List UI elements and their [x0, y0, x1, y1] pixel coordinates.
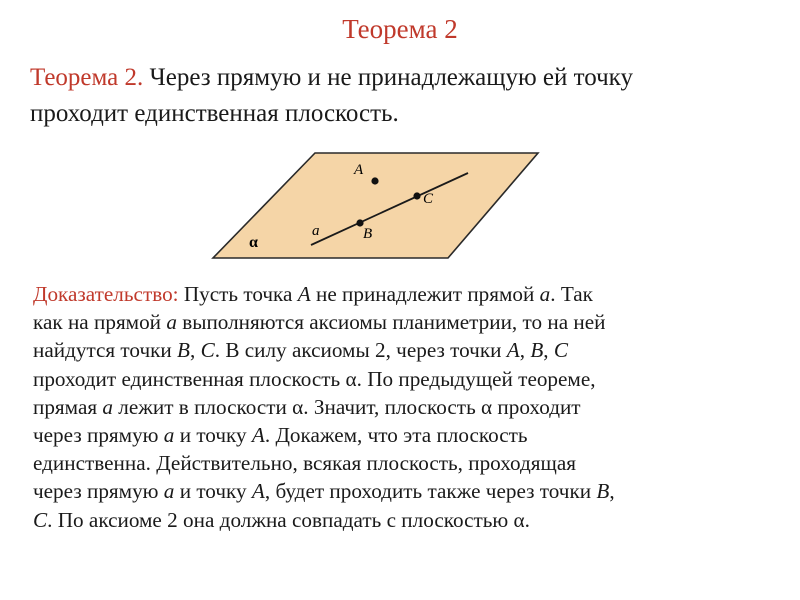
proof-text-span: выполняются аксиомы планиметрии, то на ней: [176, 310, 606, 335]
proof-var: C: [33, 507, 48, 532]
proof-label: Доказательство:: [33, 282, 179, 306]
proof-text-span: . Так: [550, 282, 593, 306]
proof-text-span: Пусть точка: [178, 282, 298, 306]
label-plane-alpha: α: [249, 234, 258, 251]
proof-line-5: [33, 393, 773, 421]
theorem-text-1: Через прямую и не принадлежащую ей точку: [143, 64, 633, 91]
point-a: [371, 177, 378, 184]
label-point-b: B: [363, 226, 373, 242]
proof-line-3: [33, 336, 773, 364]
proof-var: B: [596, 479, 610, 504]
proof-text-span: как на прямой: [33, 310, 167, 335]
theorem-line-1: [30, 60, 790, 96]
proof-var: A: [506, 338, 520, 363]
theorem-label: Теорема 2.: [30, 64, 144, 91]
point-c: [413, 192, 420, 199]
label-line-a: a: [312, 223, 320, 239]
proof-var: a: [102, 394, 113, 419]
proof-text-span: и точку: [174, 479, 252, 504]
proof-var: a: [539, 282, 551, 306]
proof-text-span: . Докажем, что эта плоскость: [264, 423, 528, 448]
theorem-line-2: проходит единственная плоскость.: [30, 100, 399, 127]
proof-text-span: ,: [609, 479, 615, 504]
proof-text-span: , будет проходить также через точки: [264, 479, 597, 504]
proof-var: C: [200, 338, 215, 363]
proof-text-span: прямая: [33, 394, 103, 419]
proof-text-span: ,: [543, 338, 554, 363]
proof-line-7: единственна. Действительно, всякая плоскость, проходящая: [33, 451, 576, 476]
proof-var: A: [251, 423, 265, 448]
proof-text-span: через прямую: [33, 479, 164, 504]
proof-line-2: [33, 308, 773, 336]
proof-var: A: [251, 479, 265, 504]
proof-line-4: проходит единственная плоскость α. По предыдущей теореме,: [33, 366, 596, 391]
label-point-a: A: [354, 162, 364, 178]
proof-text-span: . В силу аксиомы 2, через точки: [214, 338, 507, 363]
proof-text-span: ,: [519, 338, 531, 363]
proof-text-span: и точку: [174, 423, 252, 448]
proof-text: [33, 280, 773, 534]
proof-var: B: [530, 338, 544, 363]
proof-text-span: ,: [189, 338, 201, 363]
proof-var: a: [163, 423, 175, 448]
proof-var: a: [166, 310, 177, 335]
proof-line-6: [33, 421, 773, 449]
proof-line-8: [33, 477, 773, 505]
label-point-c: C: [423, 191, 434, 207]
proof-line-9: [33, 506, 773, 534]
proof-text-span: лежит в плоскости α. Значит, плоскость α проходит: [112, 394, 581, 419]
proof-var: B: [177, 338, 190, 363]
slide-title: Теорема 2: [342, 14, 458, 44]
proof-text-span: не принадлежит прямой: [310, 282, 540, 306]
proof-line-1: [33, 280, 773, 308]
proof-var: A: [297, 282, 311, 306]
plane-alpha: [213, 153, 538, 258]
proof-text-span: найдутся точки: [33, 338, 178, 363]
theorem-statement: [30, 60, 790, 132]
plane-figure: [205, 150, 545, 265]
proof-text-span: . По аксиоме 2 она должна совпадать с плоскостью α.: [47, 507, 530, 532]
proof-text-span: через прямую: [33, 423, 164, 448]
proof-var: C: [553, 338, 569, 363]
proof-var: a: [163, 479, 175, 504]
